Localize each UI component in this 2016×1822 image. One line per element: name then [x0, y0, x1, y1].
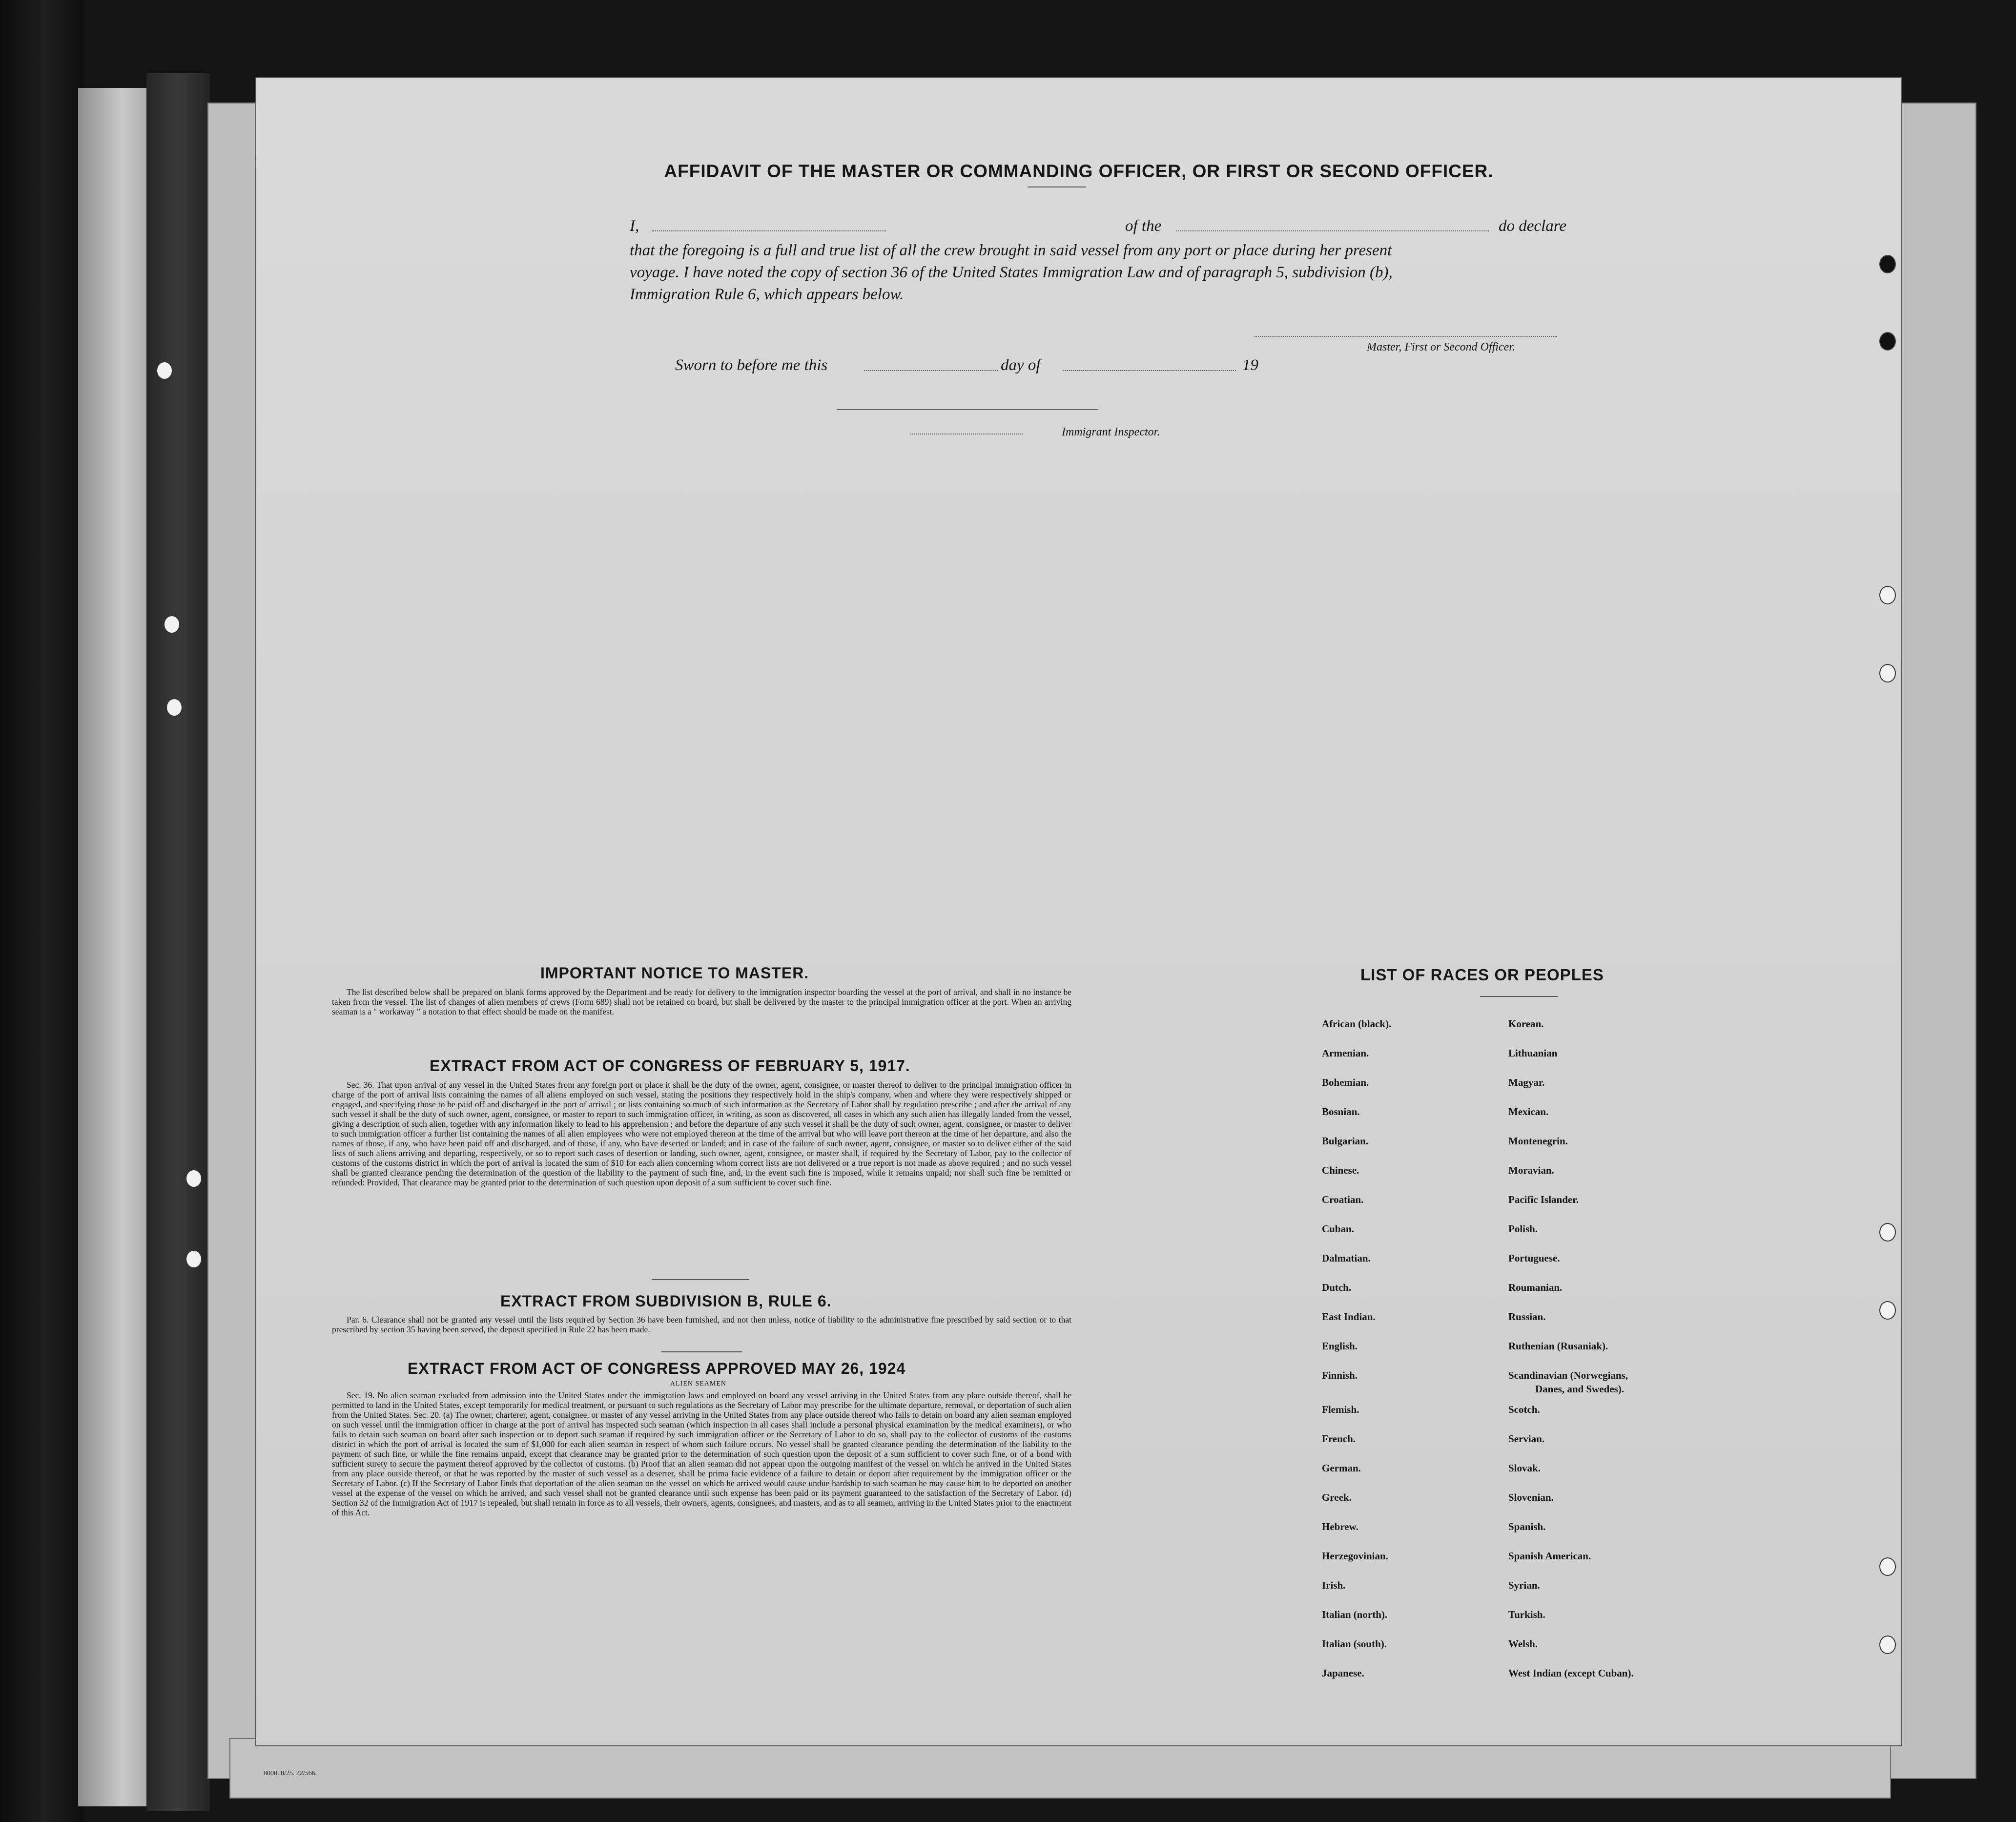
form-footer-code: 8000. 8/25. 22/566. — [264, 1770, 317, 1777]
race-item: East Indian. — [1322, 1311, 1376, 1323]
race-item: German. — [1322, 1462, 1361, 1474]
race-item: Scandinavian (Norwegians, — [1508, 1369, 1628, 1381]
punch-hole — [166, 698, 183, 717]
race-item: Italian (south). — [1322, 1638, 1387, 1650]
race-item: Portuguese. — [1508, 1252, 1560, 1264]
punch-hole — [185, 1169, 202, 1188]
race-item: Scotch. — [1508, 1404, 1540, 1415]
race-item: Polish. — [1508, 1223, 1538, 1235]
master-name-field — [652, 230, 886, 231]
punch-hole — [1879, 332, 1896, 351]
inspector-caption: Immigrant Inspector. — [1062, 426, 1160, 438]
punch-hole — [1879, 1636, 1896, 1654]
rule-6-body: Par. 6. Clearance shall not be granted any vessel until the lists required by Section 36 have been furnished, and not then unless, notice of liability to the administrative fine prescribed by said section or to that prescribed by section 35 having been served, the deposit specified in Rule 22 has been made. — [332, 1315, 1071, 1334]
binder-strip — [146, 73, 210, 1811]
race-item: Greek. — [1322, 1491, 1352, 1503]
sworn-label: Sworn to before me this — [675, 356, 828, 374]
rule-6-title: EXTRACT FROM SUBDIVISION B, RULE 6. — [500, 1292, 832, 1310]
race-item: Moravian. — [1508, 1164, 1554, 1176]
affidavit-title: AFFIDAVIT OF THE MASTER OR COMMANDING OFFICER, OR FIRST OR SECOND OFFICER. — [664, 161, 1494, 181]
master-caption: Master, First or Second Officer. — [1367, 341, 1515, 353]
race-item: Magyar. — [1508, 1077, 1545, 1088]
inspector-dotted-line — [910, 434, 1023, 435]
declaration-i: I, — [630, 217, 639, 235]
race-item: Roumanian. — [1508, 1282, 1563, 1293]
race-item: Mexican. — [1508, 1106, 1549, 1118]
stub-page-edge — [78, 88, 151, 1806]
punch-hole — [1879, 586, 1896, 604]
race-item: Italian (north). — [1322, 1609, 1388, 1620]
race-item: Slovenian. — [1508, 1491, 1554, 1503]
races-title: LIST OF RACES OR PEOPLES — [1360, 966, 1604, 984]
race-item: Hebrew. — [1322, 1521, 1358, 1532]
race-item: Herzegovinian. — [1322, 1550, 1388, 1562]
punch-hole — [164, 615, 180, 634]
races-title-rule — [1480, 996, 1558, 997]
act-1917-title: EXTRACT FROM ACT OF CONGRESS OF FEBRUARY 5, 1917. — [430, 1057, 910, 1075]
race-item: Welsh. — [1508, 1638, 1538, 1650]
declaration-line-2: that the foregoing is a full and true list of all the crew brought in said vessel from any port or place during her present — [630, 242, 1392, 259]
race-item: Syrian. — [1508, 1579, 1540, 1591]
master-signature-line — [1255, 336, 1557, 337]
declaration-do-declare: do declare — [1499, 217, 1566, 235]
race-item: Japanese. — [1322, 1667, 1364, 1679]
section-divider — [661, 1351, 742, 1352]
race-item: Lithuanian — [1508, 1047, 1558, 1059]
race-item: Turkish. — [1508, 1609, 1545, 1620]
sworn-day-field — [864, 370, 998, 371]
race-item: English. — [1322, 1340, 1358, 1352]
inspector-signature-line — [837, 409, 1098, 410]
back-page-lower — [229, 1738, 1891, 1799]
race-item: Bosnian. — [1322, 1106, 1360, 1118]
race-item: Bohemian. — [1322, 1077, 1369, 1088]
act-1924-title: EXTRACT FROM ACT OF CONGRESS APPROVED MAY 26, 1924 — [408, 1360, 906, 1377]
race-item: Dutch. — [1322, 1282, 1352, 1293]
race-item: Flemish. — [1322, 1404, 1359, 1415]
race-item: Spanish. — [1508, 1521, 1546, 1532]
race-item: Armenian. — [1322, 1047, 1369, 1059]
year-label: 19 — [1242, 356, 1258, 374]
notice-title: IMPORTANT NOTICE TO MASTER. — [540, 964, 809, 982]
sworn-month-field — [1063, 370, 1236, 371]
race-item: Dalmatian. — [1322, 1252, 1371, 1264]
binder-edge — [0, 0, 83, 1822]
race-item: Croatian. — [1322, 1194, 1364, 1205]
race-item: Finnish. — [1322, 1369, 1358, 1381]
race-item: Servian. — [1508, 1433, 1545, 1445]
title-mark — [1028, 186, 1086, 187]
race-item: Irish. — [1322, 1579, 1346, 1591]
race-item: Spanish American. — [1508, 1550, 1591, 1562]
act-1924-body: Sec. 19. No alien seaman excluded from admission into the United States under the immigration laws and employed on board any vessel arriving in the United States from any place outside thereof, shall be permitted to land in the United States, except temporarily for medical treatment, or pursuant to such regulations as the Secretary of Labor may prescribe for the ultimate departure, removal, or deportation of such alien from the United States. Sec. 20. (a) The owner, charterer, agent, consignee, or master of any vessel arriving in the United States from any place outside thereof who fails to detain on board any alien seaman employed on such vessel until the immigration officer in charge at the port of arrival has inspected such seaman (which inspection in all cases shall include a personal physical examination by the medical examiners), or who fails to detain such seaman on board after such inspection or to deport such seaman if required by such immigration officer or the Secretary of Labor to do so, shall pay to the collector of customs of the customs district in which the port of arrival is located the sum of $1,000 for each alien seaman in respect of whom such failure occurs. No vessel shall be granted clearance pending the determination of the liability to the payment of such fine, or while the fine remains unpaid, except that clearance may be granted prior to the determination of such question upon the deposit of a sum sufficient to cover such fine, or of a bond with sufficient surety to secure the payment thereof approved by the collector of customs. (b) Proof that an alien seaman did not appear upon the outgoing manifest of the vessel on which he arrived in the United States from any place outside thereof, or that he was reported by the master of such vessel as a deserter, shall be prima facie evidence of a failure to detain or deport after requirement by the immigration officer or the Secretary of Labor. (c) If the Secretary of Labor finds that deportation of the alien seaman on the vessel on which he arrived would cause undue hardship to such seaman he may cause him to be deported on another vessel at the expense of the vessel on which he arrived, and such vessel shall not be granted clearance until such expense has been paid or its payment guaranteed to the satisfaction of the Secretary of Labor. (d) Section 32 of the Immigration Act of 1917 is repealed, but shall remain in force as to all vessels, their owners, agents, consignees, and masters, and as to all seamen, arriving in the United States prior to the enactment of this Act. — [332, 1390, 1071, 1517]
race-item: Cuban. — [1322, 1223, 1354, 1235]
punch-hole — [1879, 664, 1896, 683]
race-item: West Indian (except Cuban). — [1508, 1667, 1634, 1679]
punch-hole — [1879, 255, 1896, 273]
declaration-line-4: Immigration Rule 6, which appears below. — [630, 286, 904, 303]
day-of-label: day of — [1001, 356, 1041, 374]
punch-hole — [156, 361, 173, 380]
alien-seamen-subtitle: ALIEN SEAMEN — [670, 1380, 727, 1387]
race-item: French. — [1322, 1433, 1356, 1445]
notice-body: The list described below shall be prepared on blank forms approved by the Department and be ready for delivery to the immigration inspector boarding the vessel at the port of arrival, and shall in no instance be taken from the vessel. The list of changes of alien members of crews (Form 689) shall not be retained on board, but shall be delivered by the master to the principal immigration officer at the port. When an arriving seaman is a " workaway " a notation to that effect should be made on the manifest. — [332, 987, 1071, 1016]
section-divider — [652, 1279, 749, 1280]
declaration-line-3: voyage. I have noted the copy of section 36 of the United States Immigration Law and of paragraph 5, subdivision (b), — [630, 264, 1393, 281]
race-item: Russian. — [1508, 1311, 1546, 1323]
vessel-name-field — [1176, 230, 1489, 231]
race-item: Korean. — [1508, 1018, 1544, 1030]
race-item: Bulgarian. — [1322, 1135, 1369, 1147]
race-item-continuation: Danes, and Swedes). — [1535, 1383, 1625, 1395]
race-item: Montenegrin. — [1508, 1135, 1568, 1147]
punch-hole — [1879, 1557, 1896, 1576]
punch-hole — [1879, 1301, 1896, 1320]
punch-hole — [1879, 1223, 1896, 1242]
race-item: Pacific Islander. — [1508, 1194, 1579, 1205]
declaration-of-the: of the — [1125, 217, 1162, 235]
crew-manifest-page — [256, 78, 1901, 1745]
act-1917-body: Sec. 36. That upon arrival of any vessel in the United States from any foreign port or place it shall be the duty of the owner, agent, consignee, or master thereof to deliver to the principal immigration officer in charge of the port of arrival lists containing the names of all aliens employed on such vessel, stating the positions they respectively hold in the ship's company, when and where they were respectively shipped or engaged, and specifying those to be paid off and discharged in the port of arrival ; or lists containing so much of such information as the Secretary of Labor shall by regulation prescribe ; and after the arrival of any such vessel it shall be the duty of such owner, agent, consignee, or master to report to such immigration officer, in writing, as soon as discovered, all cases in which any such alien has illegally landed from the vessel, giving a description of such alien, together with any information likely to lead to his apprehension ; and before the departure of any such vessel it shall be the duty of such owner, agent, consignee, or master to deliver to such immigration officer a further list containing the names of all alien employees who were not employed thereon at the time of the arrival but who will leave port thereon at the time of her departure, and also the names of those, if any, who have been paid off and discharged, and of those, if any, who have deserted or landed; and in case of the failure of such owner, agent, consignee, or master so to deliver either of the said lists of such aliens arriving and departing, respectively, or so to report such cases of desertion or landing, such owner, agent, consignee, or master shall, if required by the Secretary of Labor, pay to the collector of customs of the customs district in which the port of arrival is located the sum of $10 for each alien concerning whom correct lists are not delivered or a true report is not made as above required ; and no such vessel shall be granted clearance pending the determination of the question of the liability to the payment of such fine, and, in the event such fine is imposed, while it remains unpaid; nor shall such fine be remitted or refunded: Provided, That clearance may be granted prior to the determination of such question upon deposit of a sum sufficient to cover such fine. — [332, 1080, 1071, 1187]
race-item: Slovak. — [1508, 1462, 1541, 1474]
race-item: Chinese. — [1322, 1164, 1359, 1176]
race-item: African (black). — [1322, 1018, 1392, 1030]
race-item: Ruthenian (Rusaniak). — [1508, 1340, 1608, 1352]
punch-hole — [185, 1250, 202, 1268]
